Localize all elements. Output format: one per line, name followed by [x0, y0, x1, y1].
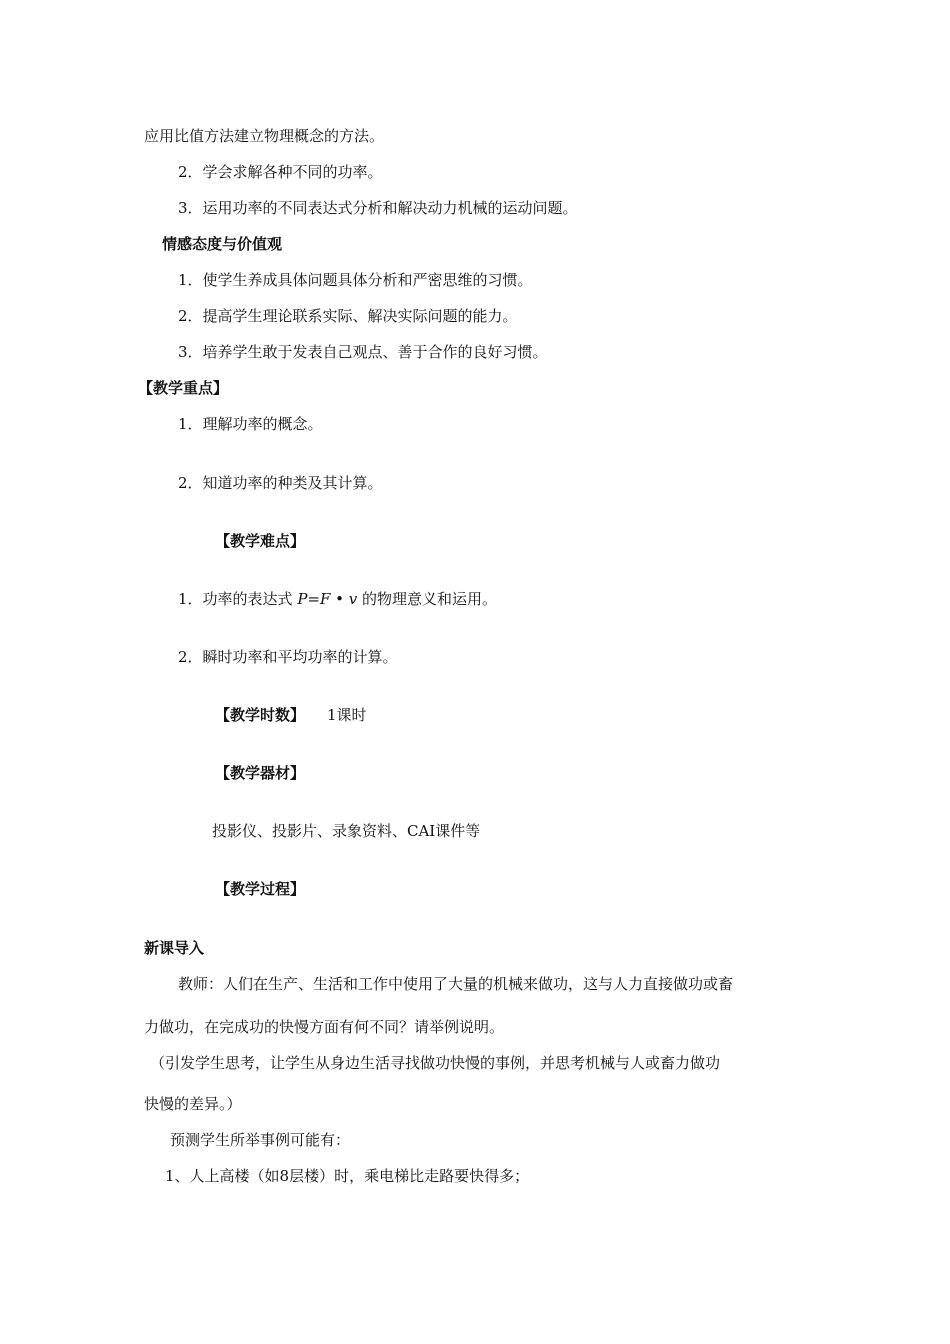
paragraph-line: 1、人上高楼（如8层楼）时，乘电梯比走路要快得多； — [165, 1167, 530, 1185]
text-line: 应用比值方法建立物理概念的方法。 — [144, 127, 385, 145]
section-heading: 【教学过程】 — [215, 880, 306, 898]
formula-suffix: 的物理意义和运用。 — [357, 590, 498, 608]
hours-line — [215, 705, 367, 725]
section-heading: 【教学重点】 — [138, 379, 229, 397]
formula-equals: = — [307, 590, 320, 608]
paragraph-line: 教师：人们在生产、生活和工作中使用了大量的机械来做功，这与人力直接做功或畜 — [178, 975, 734, 993]
section-heading: 【教学时数】 — [215, 706, 306, 724]
hours-value: 1课时 — [327, 706, 367, 724]
formula-prefix: 1．功率的表达式 — [178, 590, 298, 608]
formula-symbol-v: v — [348, 590, 358, 608]
paragraph-line: 力做功，在完成功的快慢方面有何不同？请举例说明。 — [144, 1018, 505, 1036]
section-heading: 情感态度与价值观 — [162, 235, 283, 253]
formula-symbol-f: F — [319, 590, 331, 608]
text-line: 2．知道功率的种类及其计算。 — [178, 474, 383, 492]
paragraph-line: 预测学生所举事例可能有： — [170, 1131, 351, 1149]
text-line: 2．学会求解各种不同的功率。 — [178, 163, 383, 181]
text-line: 1．理解功率的概念。 — [178, 415, 323, 433]
text-line: 3．培养学生敢于发表自己观点、善于合作的良好习惯。 — [178, 343, 548, 361]
text-line: 3．运用功率的不同表达式分析和解决动力机械的运动问题。 — [178, 199, 578, 217]
text-line: 2．瞬时功率和平均功率的计算。 — [178, 648, 398, 666]
text-line: 2．提高学生理论联系实际、解决实际问题的能力。 — [178, 307, 518, 325]
section-heading: 【教学器材】 — [215, 764, 306, 782]
section-heading: 新课导入 — [144, 939, 205, 957]
formula-symbol-p: P — [297, 590, 308, 608]
formula-line — [178, 589, 497, 609]
formula-dot: • — [330, 590, 349, 608]
section-heading: 【教学难点】 — [215, 532, 306, 550]
paragraph-line: （引发学生思考，让学生从身边生活寻找做功快慢的事例，并思考机械与人或畜力做功 — [150, 1054, 721, 1072]
text-line: 1．使学生养成具体问题具体分析和严密思维的习惯。 — [178, 271, 533, 289]
equipment-list: 投影仪、投影片、录象资料、CAI课件等 — [212, 822, 481, 840]
paragraph-line: 快慢的差异。） — [144, 1095, 242, 1113]
